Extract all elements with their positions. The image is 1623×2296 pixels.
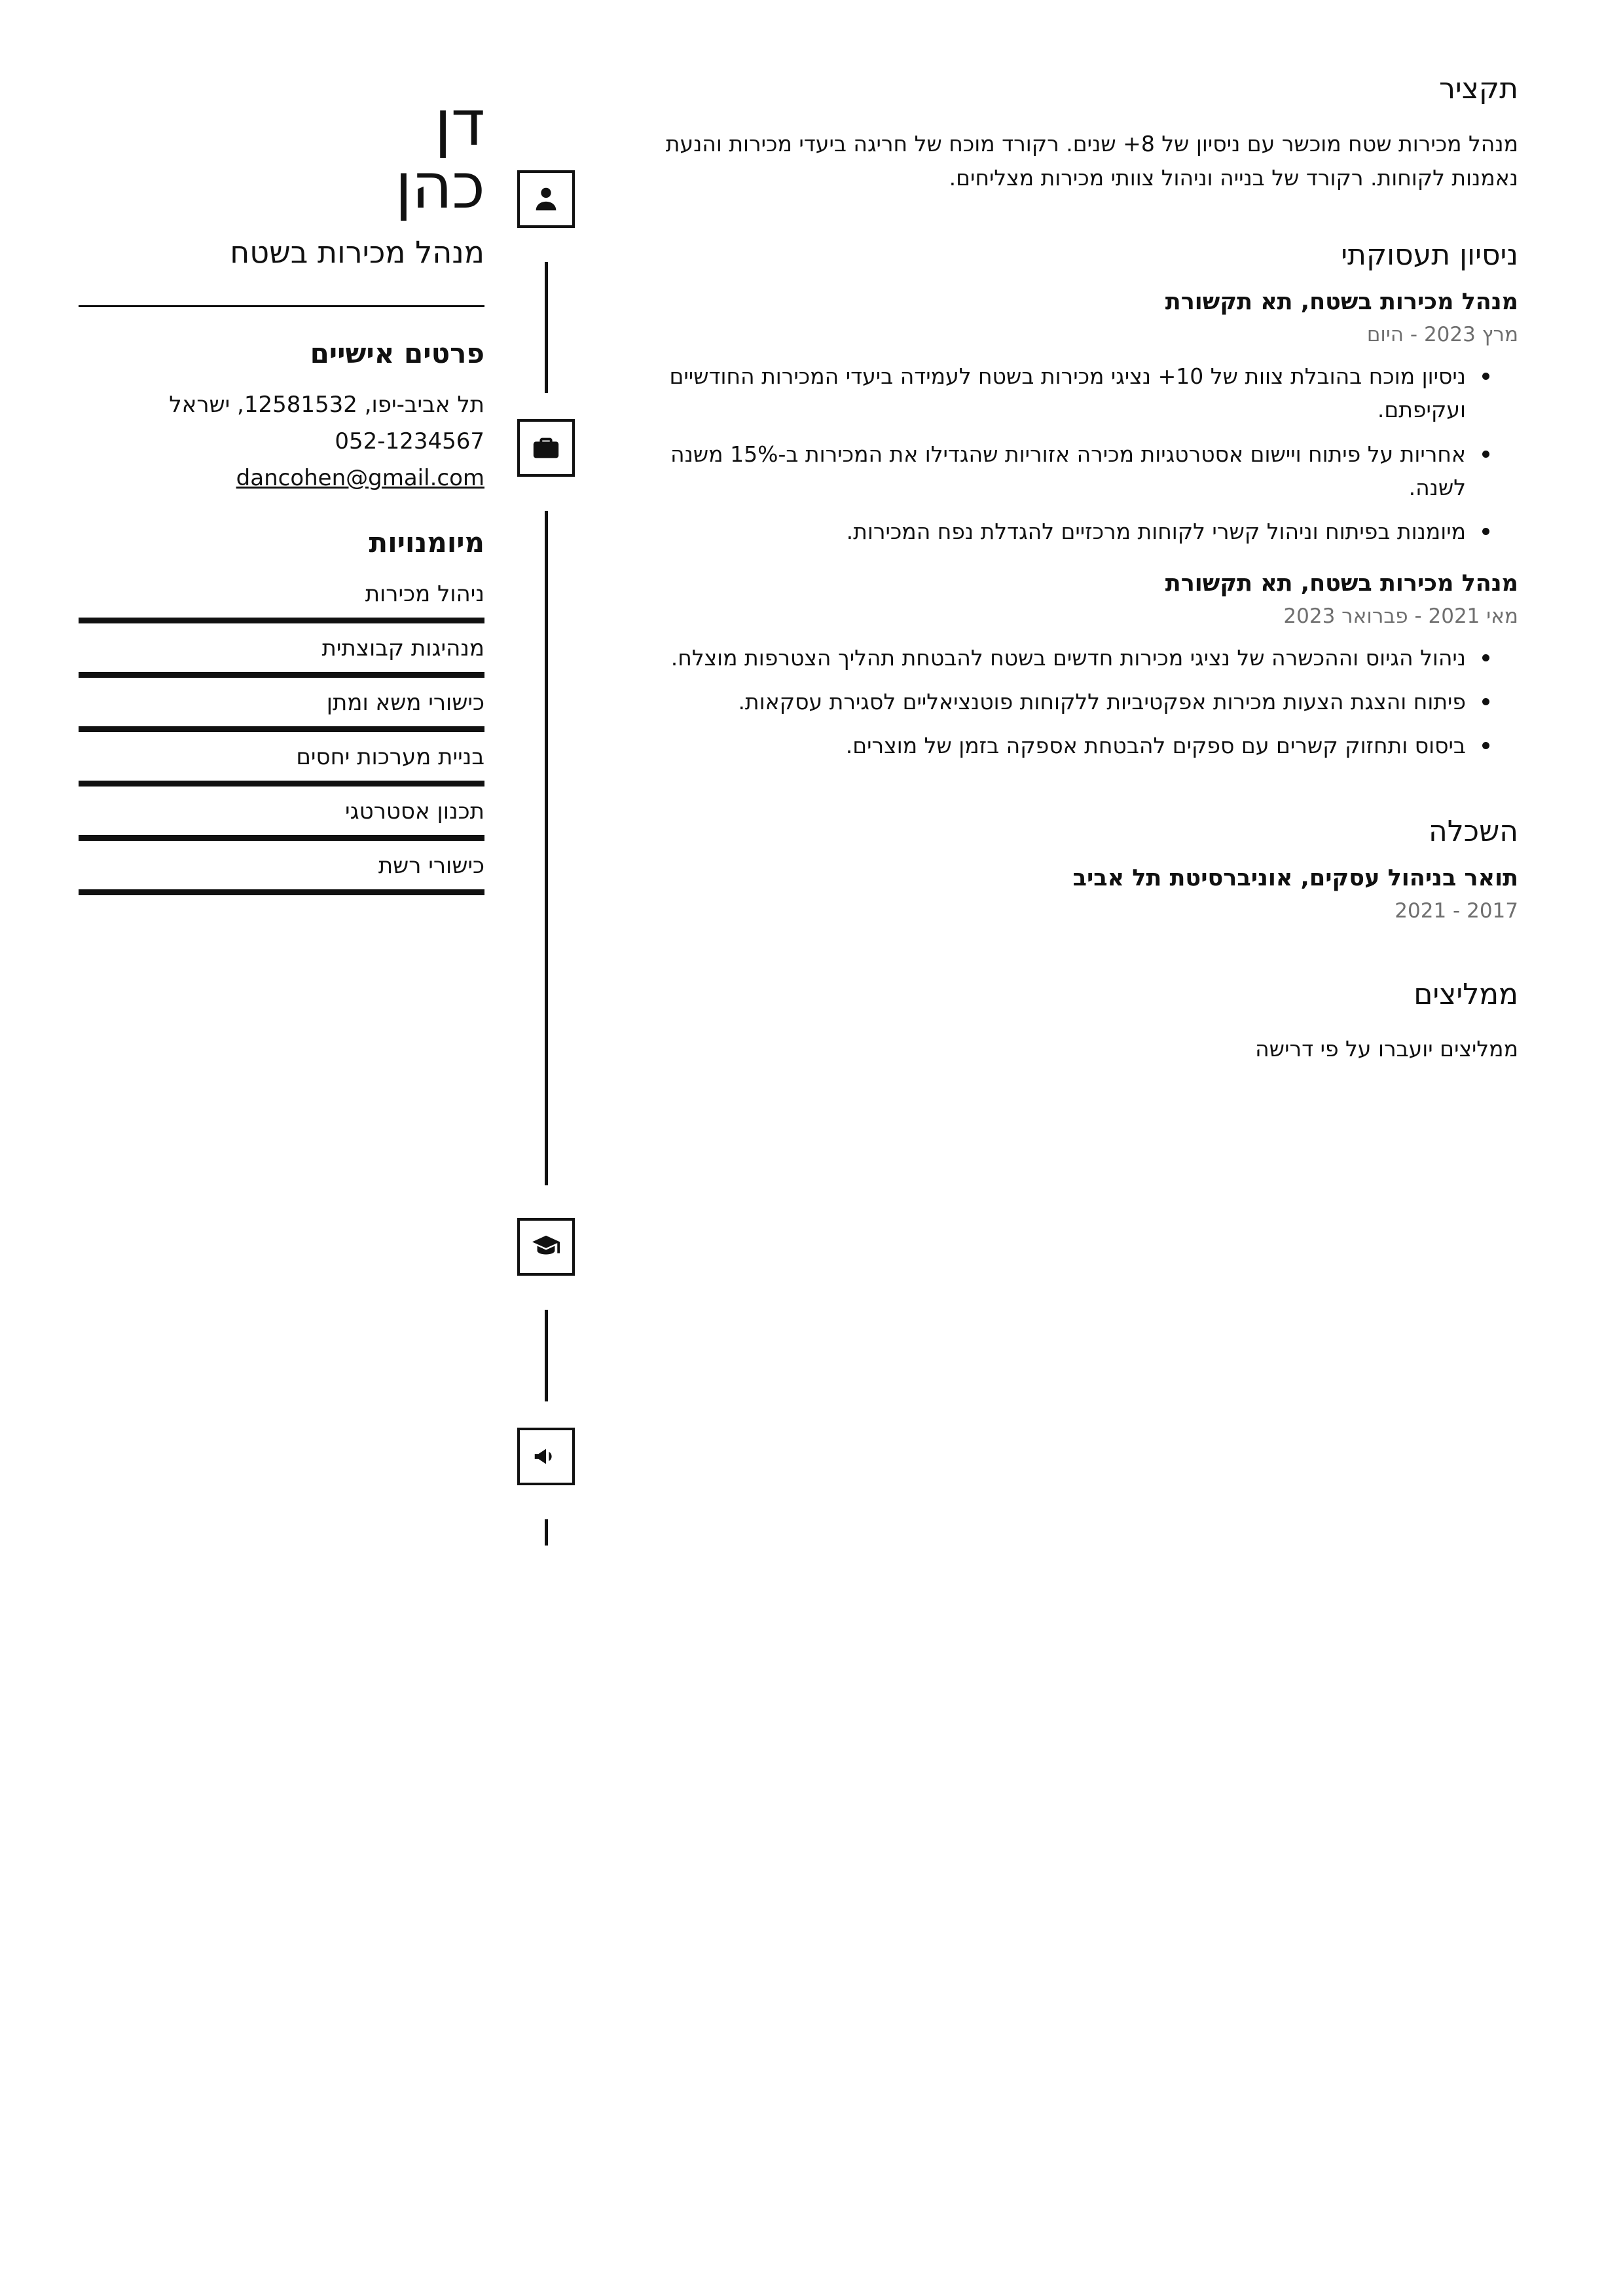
experience-entry [609,289,1518,548]
skill-item: בניית מערכות יחסים [79,739,484,787]
education-entry [609,865,1518,923]
timeline-connector [545,1310,548,1401]
contact-email[interactable]: dancohen@gmail.com [236,465,484,492]
contact-phone: 052-1234567 [335,428,484,455]
references-title: ממליצים [1413,978,1518,1012]
job-role: מנהל מכירות בשטח, תא תקשורת [1165,570,1518,597]
education-dates: 2017 - 2021 [1395,899,1518,923]
references-text: ממליצים יועברו על פי דרישה [1255,1036,1518,1062]
skill-item: תכנון אסטרטגי [79,793,484,841]
job-bullet: ניהול הגיוס וההכשרה של נציגי מכירות חדשים בשטח להבטחת תהליך הצטרפות מוצלח. [609,641,1489,675]
summary-text: מנהל מכירות שטח מוכשר עם ניסיון של 8+ שנים. רקורד מוכח של חריגה ביעדי מכירות והנעת נאמנות לקוחות. רקורד של בנייה וניהול צוותי מכירות מצליחים. [665,131,1518,191]
personal-details-title: פרטים אישיים [310,337,484,369]
contact-address: תל אביב-יפו, 12581532, ישראל [169,392,484,418]
job-dates: מרץ 2023 - היום [1366,323,1518,347]
main-content-column [609,72,1544,2296]
skill-item: כישורי משא ומתן [79,684,484,732]
section-education [609,815,1518,923]
skill-item: ניהול מכירות [79,576,484,623]
job-bullets [609,641,1489,762]
job-title: מנהל מכירות בשטח [230,234,484,270]
megaphone-icon [517,1428,575,1485]
header-column [79,72,484,2296]
briefcase-icon [517,419,575,477]
timeline-connector [545,511,548,1185]
person-icon [517,170,575,228]
job-bullet: מיומנות בפיתוח וניהול קשרי לקוחות מרכזיים להגדלת נפח המכירות. [609,515,1489,548]
education-title: השכלה [1429,815,1518,849]
job-role: מנהל מכירות בשטח, תא תקשורת [1165,289,1518,316]
name-block [79,86,484,270]
first-name: דן [434,86,484,160]
job-dates: מאי 2021 - פברואר 2023 [1283,604,1518,628]
skill-item: כישורי רשת [79,847,484,895]
job-bullet: פיתוח והצגת הצעות מכירות אפקטיביות ללקוחות פוטנציאליים לסגירת עסקאות. [609,685,1489,718]
skills-list [79,576,484,895]
timeline-connector [545,262,548,393]
education-degree: תואר בניהול עסקים, אוניברסיטת תל אביב [1072,865,1518,892]
job-bullet: ניסיון מוכח בהובלת צוות של 10+ נציגי מכירות בשטח לעמידה ביעדי המכירות החודשיים ועקיפתם. [609,360,1489,426]
summary-title: תקציר [1439,72,1518,105]
experience-entry [609,570,1518,762]
skills-title: מיומנויות [369,527,484,559]
timeline-column [484,72,609,2296]
header-divider [79,305,484,307]
section-experience [609,238,1518,762]
experience-title: ניסיון תעסוקתי [1341,238,1518,272]
timeline-connector [545,1519,548,1546]
section-references [609,978,1518,1065]
graduation-cap-icon [517,1218,575,1276]
section-summary [609,72,1518,195]
job-bullet: אחריות על פיתוח ויישום אסטרטגיות מכירה אזוריות שהגדילו את המכירות ב-15% משנה לשנה. [609,437,1489,504]
job-bullet: ביסוס ותחזוק קשרים עם ספקים להבטחת אספקה בזמן של מוצרים. [609,729,1489,762]
last-name: כהן [395,149,484,223]
skill-item: מנהיגות קבוצתית [79,630,484,678]
job-bullets [609,360,1489,548]
